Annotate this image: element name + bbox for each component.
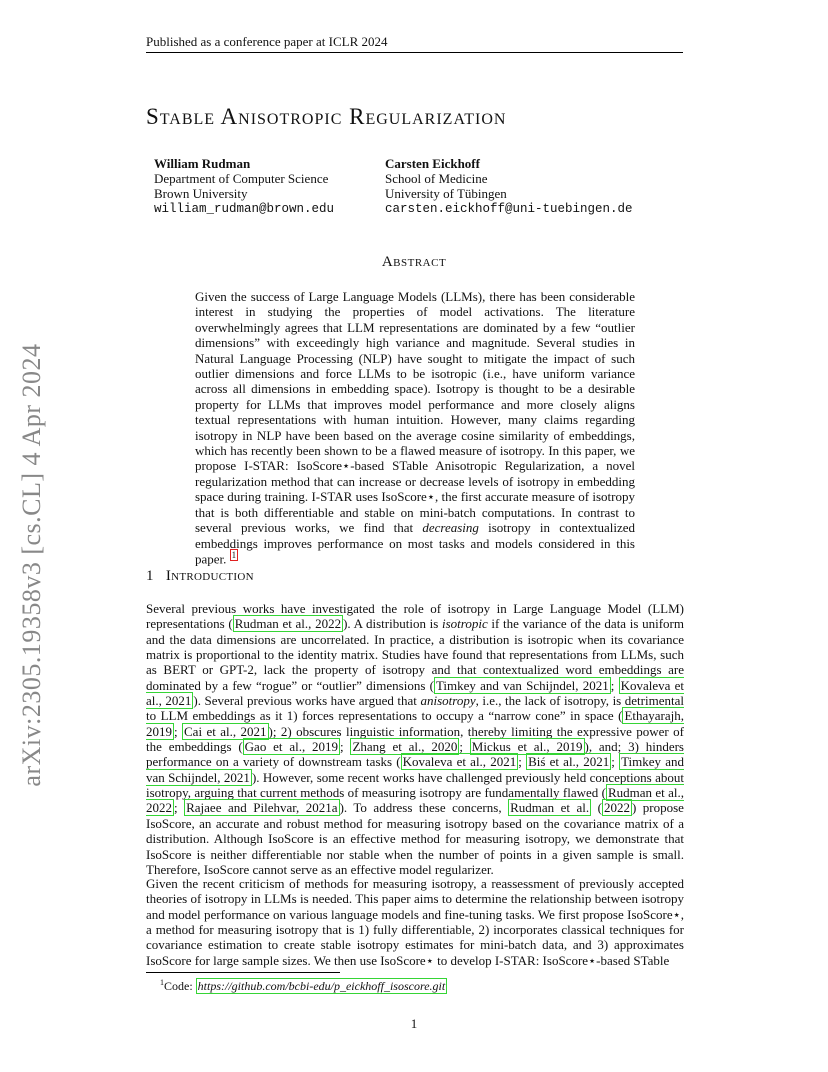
citation-link[interactable]: Rudman et al., 2022 [146,785,684,816]
intro-paragraph-2: Given the recent criticism of methods for measuring isotropy, a reassessment of previously accepted theories of isotropy in LLMs is needed. This paper aims to determine the relationship between isotropy and model performance on various language models and fine-tuning tasks. We first propose IsoScore⋆, a method for measuring isotropy that is 1) fully differentiable, 2) incorporates classical techniques for covariance estimation to create stable isotropy estimates for mini-batch data, and 3) approximates IsoScore for large sample sizes. We then use IsoScore⋆ to develop I-STAR: IsoScore⋆-based STable [146,876,684,968]
paper-title: Stable Anisotropic Regularization [146,104,507,129]
section-heading-introduction [146,568,254,585]
footnote-rule [146,972,340,973]
citation-link[interactable]: Biś et al., 2021 [528,754,610,770]
citation-link[interactable]: Timkey and van Schijndel, 2021 [435,677,609,693]
footnote [160,978,447,994]
citation-link[interactable]: Kovaleva et al., 2021 [146,677,684,709]
citation-link[interactable]: Ethayarajh, 2019 [146,708,684,739]
author-email[interactable]: william_rudman@brown.edu [154,201,335,216]
citation-link[interactable]: Mickus et al., 2019 [471,739,583,755]
author-dept: School of Medicine [385,171,488,187]
citation-link[interactable]: Rajaee and Pilehvar, 2021a [186,800,338,816]
citation-link[interactable]: Kovaleva et al., 2021 [402,754,517,770]
author-inst: Brown University [154,186,248,202]
arxiv-id: arXiv:2305.19358v3 [cs.CL] 4 Apr 2024 [17,343,46,787]
author-email[interactable]: carsten.eickhoff@uni-tuebingen.de [385,201,633,216]
footnote-mark: 1 [160,978,164,987]
citation-link[interactable]: Gao et al., 2019 [244,739,339,755]
author-name: Carsten Eickhoff [385,156,480,171]
citation-link[interactable]: Cai et al., 2021 [184,723,267,739]
author-dept: Department of Computer Science [154,171,329,187]
footnote-ref-link[interactable]: 1 [231,549,237,560]
author-block-2 [385,156,633,217]
citation-link[interactable]: Rudman et al., 2022 [234,616,342,632]
page-number: 1 [410,1016,418,1031]
citation-link[interactable]: Zhang et al., 2020 [352,739,458,755]
author-block-1 [154,156,334,217]
abstract-text: Given the success of Large Language Models (LLMs), there has been considerable interest in studying the properties of model activations. The literature overwhelmingly agrees that LLM representations are dominated by a few “outlier dimensions” with exceedingly high variance and magnitude. Several studies in Natural Language Processing (NLP) have sought to mitigate the impact of such outlier dimensions and force LLMs to be isotropic (i.e., have uniform variance across all dimensions in embedding space). Isotropy is thought to be a desirable property for LLMs that improves model performance and more closely aligns textual representations with human intuition. However, many claims regarding isotropy in NLP have been based on the average cosine similarity of embeddings, which has recently been shown to be a flawed measure of isotropy. In this paper, we propose I-STAR: IsoScore⋆-based STable Anisotropic Regularization, a novel regularization method that can increase or decrease levels of isotropy in embedding space during training. I-STAR uses IsoScore⋆, the first accurate measure of isotropy that is both differentiable and stable on mini-batch computations. In contrast to several previous works, we find that decreasing isotropy in contextualized embeddings improves performance on most tasks and models considered in this paper. $^1$ [195,289,635,567]
section-title: Introduction [165,568,254,584]
header-rule [146,52,683,53]
citation-link[interactable]: Timkey and van Schijndel, 2021 [146,754,685,785]
abstract-heading: Abstract [381,254,447,270]
arxiv-sidebar [12,295,52,835]
author-name: William Rudman [154,156,251,171]
conference-header: Published as a conference paper at ICLR 2024 [146,34,388,49]
intro-paragraph-1: Several previous works have investigated the role of isotropy in Large Language Model (LLM) representations ( Rudman et al., 2022 ). A distribution is isotropic if the variance of the data is uniform and the data dimensions are uncorrelated. In practice, a distribution is isotropic when its covariance matrix is proportional to the identity matrix. Studies have found that representations from LLMs, such as BERT or GPT-2, lack the property of isotropy and that contextualized word embeddings are dominated by a few “rogue” or “outlier” dimensions ( Timkey and van Schijndel, 2021 ; Kovaleva et al., 2021 ). Several previous works have argued that anisotropy, i.e., the lack of isotropy, is detrimental to LLM embeddings as it 1) forces representations to occupy a “narrow cone” in space ( Ethayarajh, 2019 ; Cai et al., 2021 ); 2) obscures linguistic information, thereby limiting the expressive power of the embeddings ( Gao et al., 2019 ; Zhang et al., 2020 ; Mickus et al., 2019 ), and; 3) hinders performance on a variety of downstream tasks ( Kovaleva et al., 2021 ; Biś et al., 2021 ; Timkey and van Schijndel, 2021 ). However, some recent works have challenged previously held conceptions about isotropy, arguing that current methods of measuring isotropy are fundamentally flawed ( Rudman et al., 2022 ; Rajaee and Pilehvar, 2021a ). To address these concerns, Rudman et al. ( 2022 ) propose IsoScore, an accurate and robust method for measuring isotropy based on the covariance matrix of a distribution. Although IsoScore is an effective method for measuring isotropy, we demonstrate that IsoScore is neither differentiable nor stable when the number of points in a given sample is small. Therefore, IsoScore cannot serve as an effective model regularizer. [146,601,685,877]
citation-link[interactable]: Rudman et al. [510,800,590,816]
section-number: 1 [146,568,154,584]
code-url-link[interactable]: https://github.com/bcbi-edu/p_eickhoff_isoscore.git [197,979,446,993]
citation-link[interactable]: 2022 [603,800,630,816]
footnote-label: Code: [164,979,196,993]
author-inst: University of Tübingen [385,186,507,202]
